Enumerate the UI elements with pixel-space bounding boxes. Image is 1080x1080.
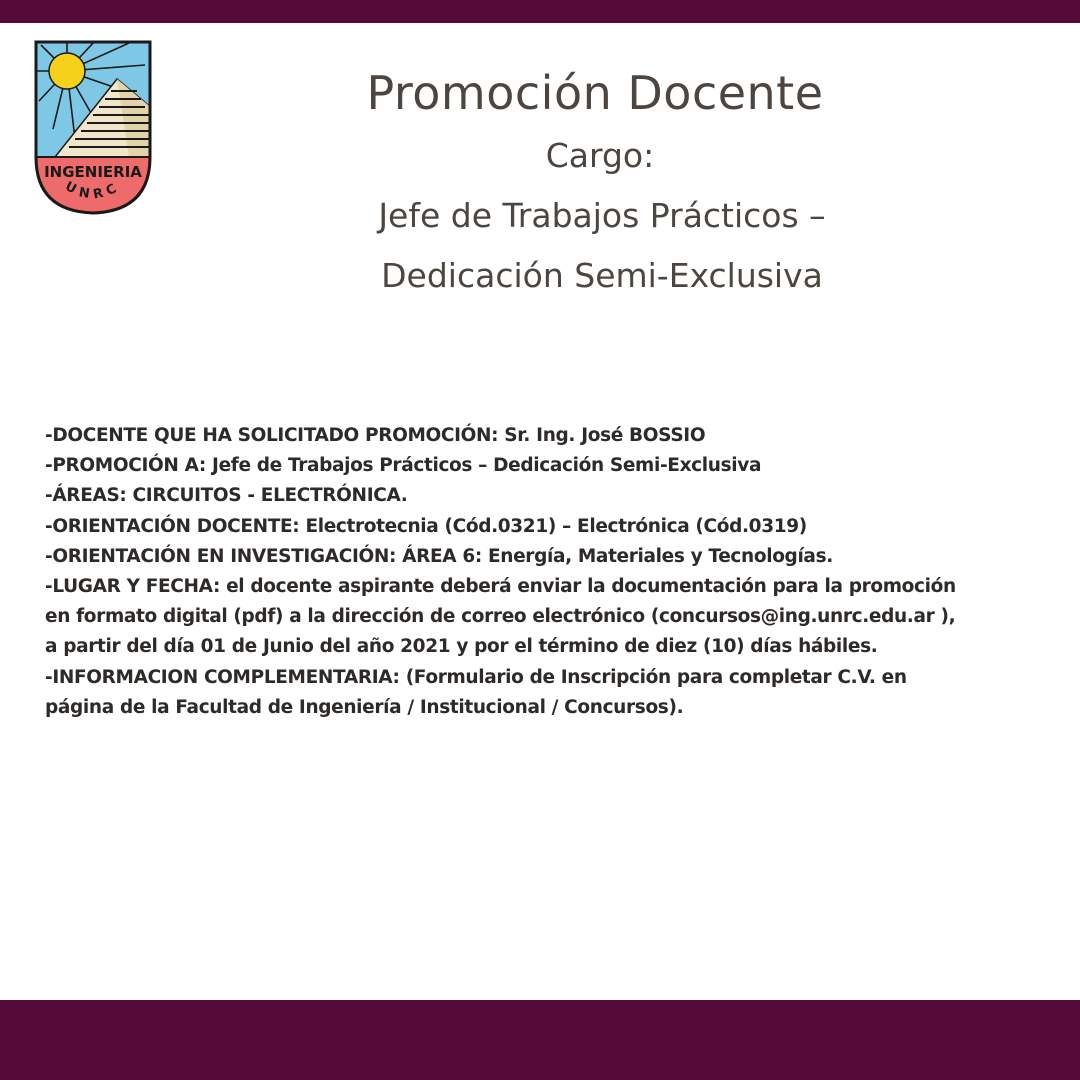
detail-promocion: -PROMOCIÓN A: Jefe de Trabajos Prácticos – Dedicación Semi-Exclusiva xyxy=(45,455,762,477)
detail-orientacion-docente: -ORIENTACIÓN DOCENTE: Electrotecnia (Cód.0321) – Electrónica (Cód.0319) xyxy=(45,515,807,537)
logo-text-top: INGENIERIA xyxy=(44,163,142,181)
top-bar xyxy=(0,0,1080,23)
detail-docente: -DOCENTE QUE HA SOLICITADO PROMOCIÓN: Sr. Ing. José BOSSIO xyxy=(45,425,706,446)
detail-areas: -ÁREAS: CIRCUITOS - ELECTRÓNICA. xyxy=(45,485,408,507)
bottom-bar xyxy=(0,1000,1080,1080)
faculty-logo xyxy=(33,39,153,215)
logo-text-bottom: UNRC xyxy=(62,179,124,203)
details-list xyxy=(45,421,1065,723)
detail-informacion-cont: página de la Facultad de Ingeniería / Institucional / Concursos). xyxy=(45,696,684,718)
detail-orientacion-investigacion: -ORIENTACIÓN EN INVESTIGACIÓN: ÁREA 6: Energía, Materiales y Tecnologías. xyxy=(45,545,833,567)
logo-sun xyxy=(49,53,85,89)
detail-lugar-fecha-cont-1: en formato digital (pdf) a la dirección de correo electrónico (concursos@ing.unrc.edu.ar ), xyxy=(45,606,956,628)
page-title: Promoción Docente xyxy=(366,66,824,120)
position-title-line-1: Jefe de Trabajos Prácticos – xyxy=(378,196,826,235)
detail-lugar-fecha: -LUGAR Y FECHA: el docente aspirante deberá enviar la documentación para la promoción xyxy=(45,576,956,598)
detail-informacion: -INFORMACION COMPLEMENTARIA: (Formulario de Inscripción para completar C.V. en xyxy=(45,666,907,688)
detail-lugar-fecha-cont-2: a partir del día 01 de Junio del año 2021 y por el término de diez (10) días hábiles. xyxy=(45,636,878,658)
position-title-line-2: Dedicación Semi-Exclusiva xyxy=(381,256,823,295)
cargo-label: Cargo: xyxy=(545,136,655,175)
